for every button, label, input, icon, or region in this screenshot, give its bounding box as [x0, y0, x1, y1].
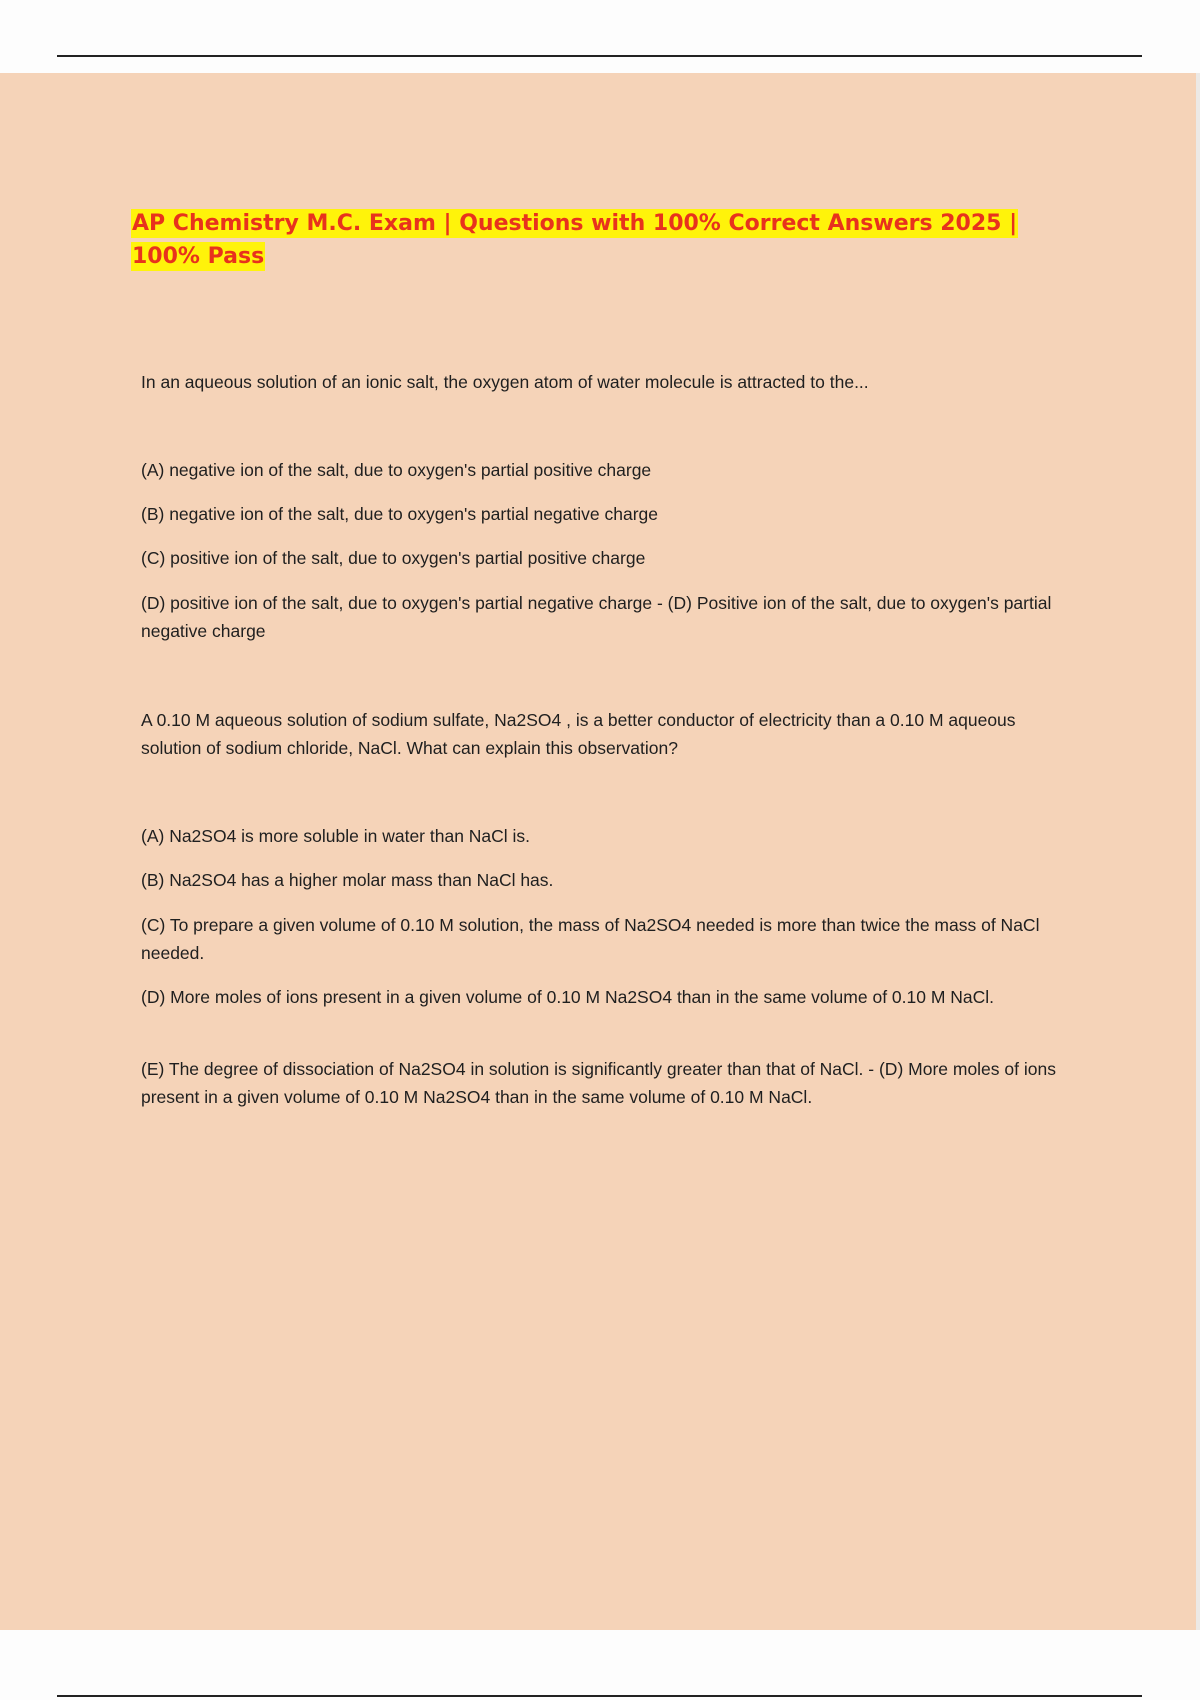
question-1-option-d: (D) positive ion of the salt, due to oxygen's partial negative charge - (D) Positive ion of the salt, due to oxygen's partial negative charge	[141, 593, 1052, 641]
document-page	[0, 73, 1200, 1630]
question-2-option-b: (B) Na2SO4 has a higher molar mass than NaCl has.	[141, 870, 554, 890]
question-2-option-c: (C) To prepare a given volume of 0.10 M solution, the mass of Na2SO4 needed is more than twice the mass of NaCl needed.	[141, 915, 1040, 963]
question-1-prompt: In an aqueous solution of an ionic salt, the oxygen atom of water molecule is attracted to the...	[141, 372, 869, 392]
document-title	[131, 207, 1031, 273]
question-1-option-a: (A) negative ion of the salt, due to oxygen's partial positive charge	[141, 460, 652, 480]
question-1-option-c: (C) positive ion of the salt, due to oxygen's partial positive charge	[141, 548, 646, 568]
question-2-option-e: (E) The degree of dissociation of Na2SO4 in solution is significantly greater than that of NaCl. - (D) More moles of ions present in a given volume of 0.10 M Na2SO4 than in the same volume of 0.10 M NaCl.	[141, 1059, 1056, 1107]
document-title-text: AP Chemistry M.C. Exam | Questions with 100% Correct Answers 2025 | 100% Pass	[132, 211, 1018, 269]
question-2-option-a: (A) Na2SO4 is more soluble in water than NaCl is.	[141, 826, 531, 846]
header-rule	[57, 55, 1142, 57]
question-2-option-d: (D) More moles of ions present in a given volume of 0.10 M Na2SO4 than in the same volume of 0.10 M NaCl.	[141, 987, 995, 1007]
question-2-prompt: A 0.10 M aqueous solution of sodium sulfate, Na2SO4 , is a better conductor of electricity than a 0.10 M aqueous solution of sodium chloride, NaCl. What can explain this observation?	[141, 710, 1016, 758]
question-1-option-b: (B) negative ion of the salt, due to oxygen's partial negative charge	[141, 504, 658, 524]
page-edge	[1196, 73, 1200, 1630]
footer-rule	[57, 1695, 1142, 1697]
